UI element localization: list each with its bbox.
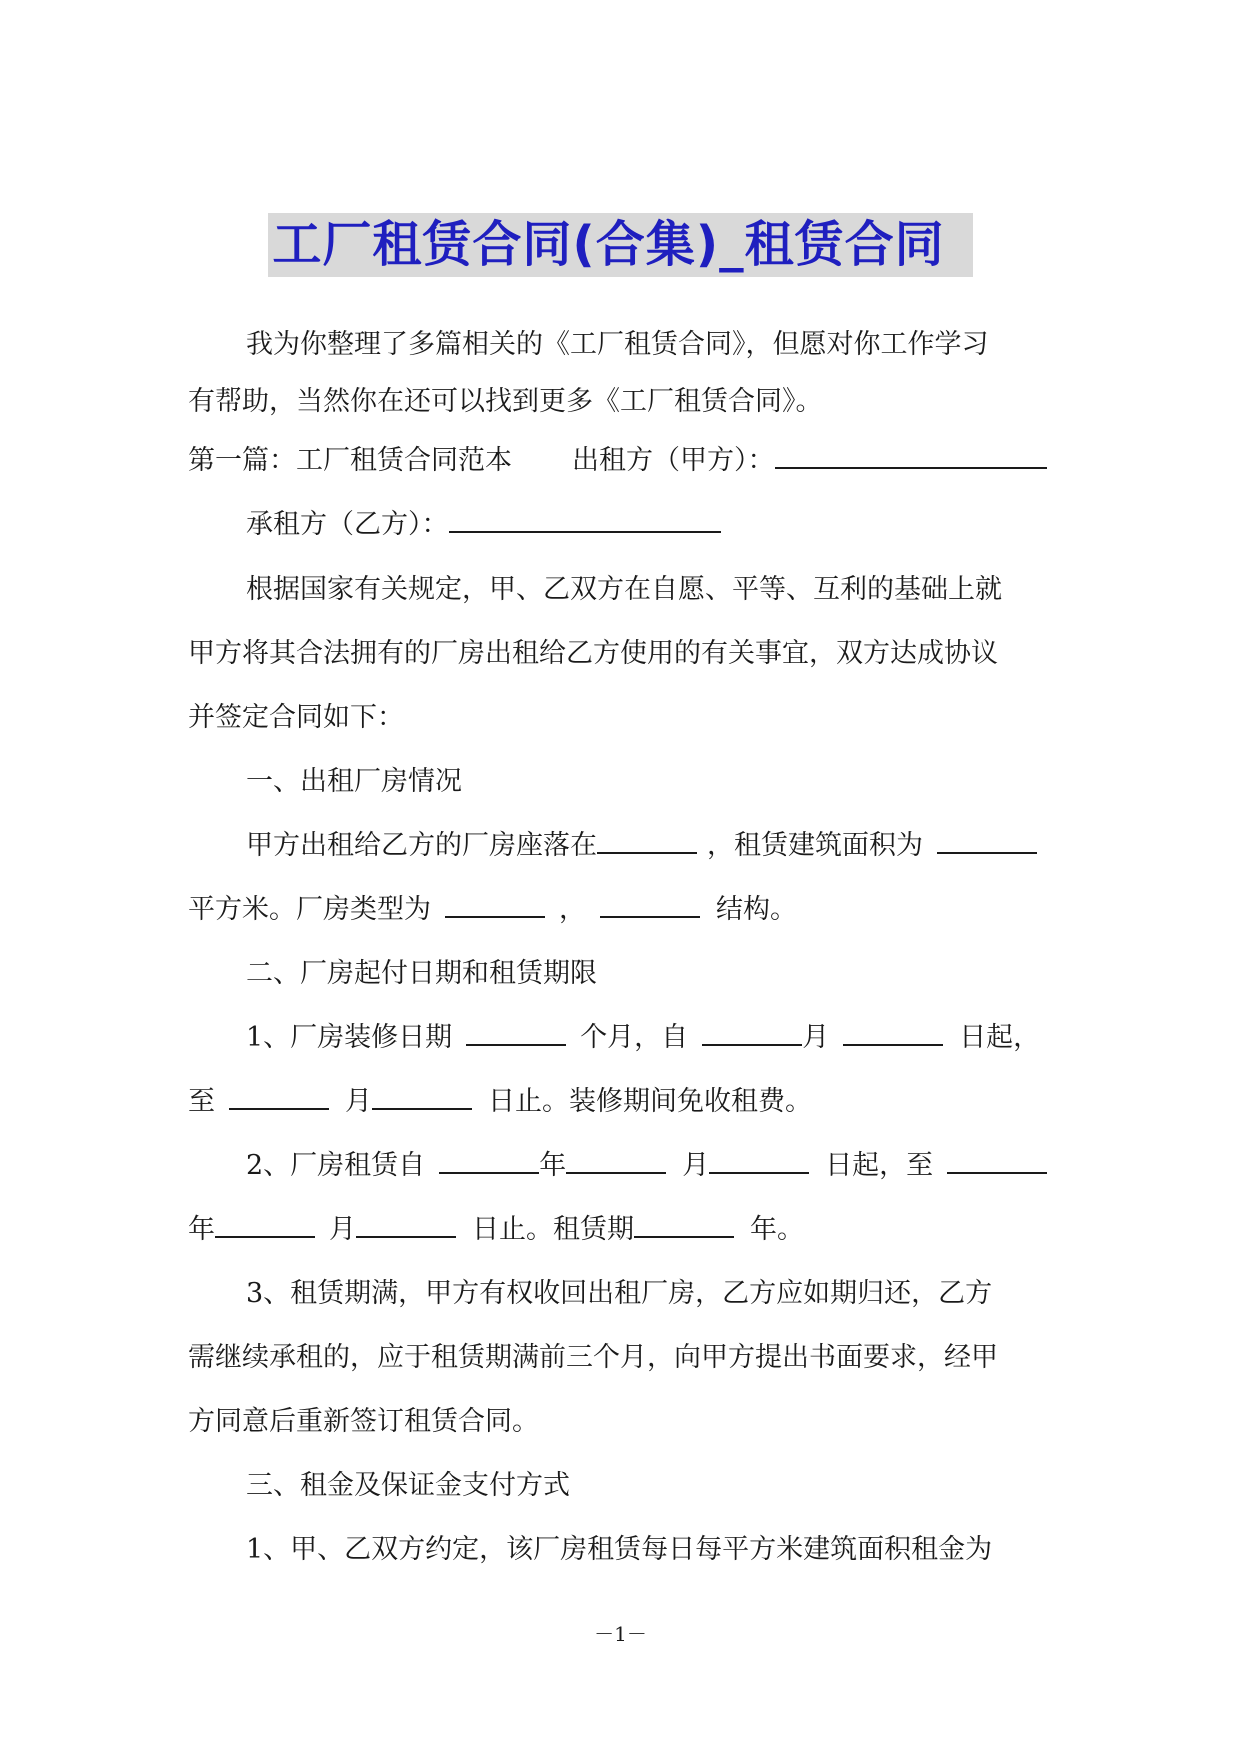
lessee-row — [246, 505, 721, 545]
structure-blank — [600, 890, 700, 918]
clause2-text: 个月，自 — [580, 1022, 689, 1053]
clause2-text: 月 — [682, 1150, 710, 1181]
clause1-text: 甲方出租给乙方的厂房座落在 — [246, 830, 597, 861]
clause2-item3-line-2: 需继续承租的，应于租赁期满前三个月，向甲方提出书面要求，经甲 — [188, 1342, 998, 1373]
clause2-text: 日起， — [959, 1022, 1041, 1053]
clause1-line-2 — [188, 890, 797, 930]
clause2-text: 月 — [802, 1022, 830, 1053]
lessor-blank — [775, 441, 1047, 469]
area-blank — [937, 826, 1037, 854]
lease-end-year-blank — [947, 1146, 1047, 1174]
lessee-label: 承租方（乙方）： — [246, 509, 449, 540]
clause2-heading: 二、厂房起付日期和租赁期限 — [246, 958, 597, 989]
clause2-text: 年 — [539, 1150, 567, 1181]
clause2-text: 年 — [188, 1214, 215, 1245]
preamble-line-1: 根据国家有关规定，甲、乙双方在自愿、平等、互利的基础上就 — [246, 574, 1002, 605]
renovation-months-blank — [466, 1018, 566, 1046]
clause2-text: 日止。装修期间免收租费。 — [488, 1086, 812, 1117]
preamble-line-2: 甲方将其合法拥有的厂房出租给乙方使用的有关事宜，双方达成协议 — [188, 638, 998, 669]
intro-line-1: 我为你整理了多篇相关的《工厂租赁合同》，但愿对你工作学习 — [246, 329, 989, 360]
clause2-item2-line-2 — [188, 1210, 804, 1250]
start-day-blank — [843, 1018, 943, 1046]
end-day-blank — [372, 1082, 472, 1110]
lease-start-day-blank — [709, 1146, 809, 1174]
clause3-heading: 三、租金及保证金支付方式 — [246, 1470, 570, 1501]
clause2-text: 1、厂房装修日期 — [246, 1022, 453, 1053]
clause2-text: 月 — [329, 1214, 356, 1245]
clause2-text: 至 — [188, 1086, 215, 1117]
lease-end-month-blank — [215, 1210, 315, 1238]
clause2-text: 年。 — [750, 1214, 804, 1245]
location-blank — [597, 826, 697, 854]
clause2-item1-line-2 — [188, 1082, 812, 1122]
end-month-blank — [229, 1082, 329, 1110]
clause1-heading: 一、出租厂房情况 — [246, 766, 462, 797]
clause2-item3-line-3: 方同意后重新签订租赁合同。 — [188, 1406, 539, 1437]
lessee-blank — [449, 505, 721, 533]
clause1-line-1 — [246, 826, 1037, 866]
intro-line-2: 有帮助，当然你在还可以找到更多《工厂租赁合同》。 — [188, 386, 823, 417]
clause2-item1-line-1 — [246, 1018, 1040, 1058]
clause1-text: ，租赁建筑面积为 — [707, 830, 923, 861]
section1-row — [188, 441, 1047, 481]
clause1-text: ， — [559, 894, 586, 925]
lease-end-day-blank — [356, 1210, 456, 1238]
document-title: 工厂租赁合同(合集)_租赁合同 — [268, 213, 972, 277]
preamble-line-3: 并签定合同如下： — [188, 702, 404, 733]
clause2-text: 2、厂房租赁自 — [246, 1150, 426, 1181]
lease-start-month-blank — [566, 1146, 666, 1174]
clause2-item2-line-1 — [246, 1146, 1047, 1186]
section1-heading: 第一篇：工厂租赁合同范本 — [188, 445, 512, 476]
lessor-label: 出租方（甲方）： — [572, 445, 775, 476]
title-container — [0, 213, 1241, 277]
clause1-text: 平方米。厂房类型为 — [188, 894, 431, 925]
clause1-text: 结构。 — [716, 894, 797, 925]
clause2-item3-line-1: 3、租赁期满，甲方有权收回出租厂房，乙方应如期归还，乙方 — [246, 1278, 993, 1309]
page-number: －1－ — [594, 1622, 647, 1646]
clause3-item1: 1、甲、乙双方约定，该厂房租赁每日每平方米建筑面积租金为 — [246, 1534, 993, 1565]
start-month-blank — [702, 1018, 802, 1046]
clause2-text: 日止。租赁期 — [472, 1214, 634, 1245]
lease-years-blank — [634, 1210, 734, 1238]
clause2-text: 日起，至 — [825, 1150, 934, 1181]
clause2-text: 月 — [345, 1086, 372, 1117]
type-blank — [445, 890, 545, 918]
lease-start-year-blank — [439, 1146, 539, 1174]
